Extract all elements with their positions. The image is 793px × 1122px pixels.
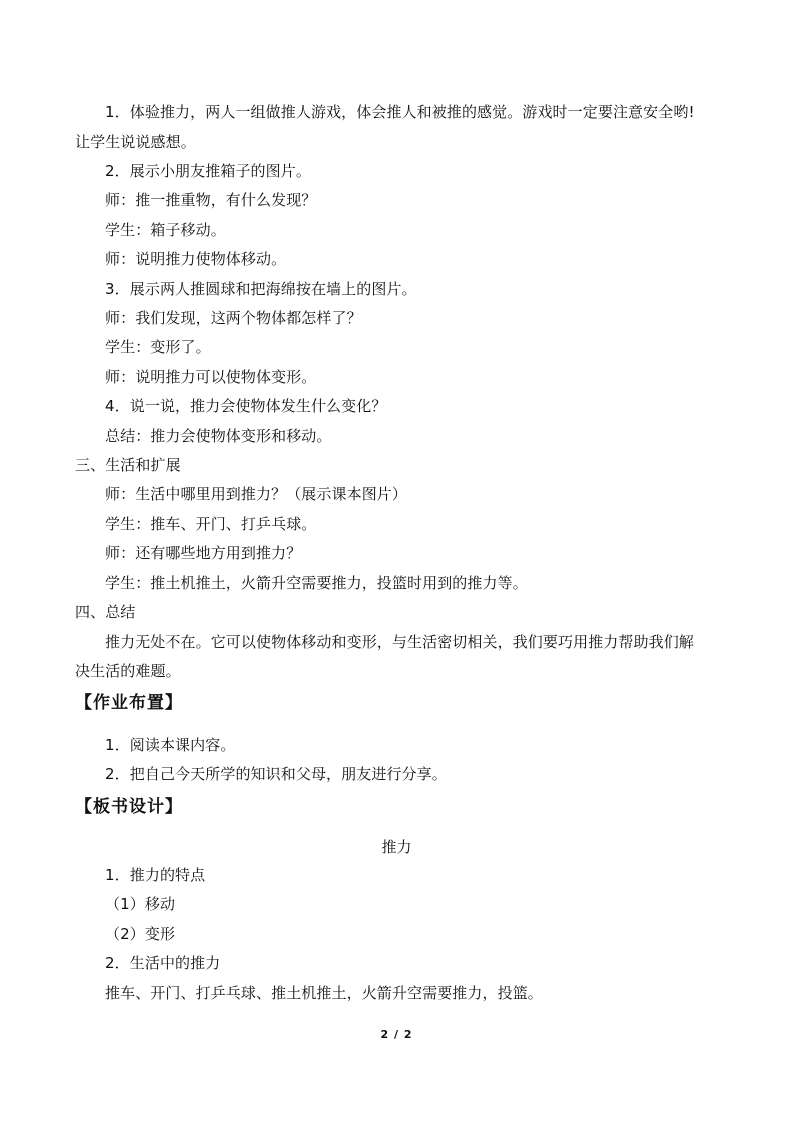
page-number: 2 / 2 bbox=[380, 1028, 413, 1041]
section-heading-3: 三、生活和扩展 bbox=[75, 456, 181, 474]
paragraph-7: 师：我们发现，这两个物体都怎样了？ bbox=[105, 309, 362, 327]
homework-heading: 【作业布置】 bbox=[75, 693, 183, 713]
paragraph-3: 师：推一推重物，有什么发现？ bbox=[105, 191, 317, 209]
section-heading-4: 四、总结 bbox=[75, 603, 136, 621]
paragraph-12: 师：生活中哪里用到推力？（展示课本图片） bbox=[105, 485, 408, 503]
board-line-1: 1．推力的特点 bbox=[105, 866, 206, 884]
board-title: 推力 bbox=[381, 838, 412, 856]
paragraph-10: 4．说一说，推力会使物体发生什么变化？ bbox=[105, 397, 387, 415]
paragraph-8: 学生：变形了。 bbox=[105, 338, 211, 356]
paragraph-11: 总结：推力会使物体变形和移动。 bbox=[105, 427, 332, 445]
paragraph-13: 学生：推车、开门、打乒乓球。 bbox=[105, 515, 317, 533]
paragraph-1-line-1: 1．体验推力，两人一组做推人游戏，体会推人和被推的感觉。游戏时一定要注意安全哟! bbox=[105, 103, 695, 121]
paragraph-5: 师：说明推力使物体移动。 bbox=[105, 250, 287, 268]
board-line-4: 2．生活中的推力 bbox=[105, 954, 221, 972]
paragraph-15: 学生：推土机推土，火箭升空需要推力，投篮时用到的推力等。 bbox=[105, 574, 528, 592]
homework-item-2: 2．把自己今天所学的知识和父母，朋友进行分享。 bbox=[105, 765, 447, 783]
board-line-3: （2）变形 bbox=[105, 925, 176, 943]
paragraph-4: 学生：箱子移动。 bbox=[105, 221, 226, 239]
paragraph-6: 3．展示两人推圆球和把海绵按在墙上的图片。 bbox=[105, 280, 417, 298]
paragraph-2: 2．展示小朋友推箱子的图片。 bbox=[105, 162, 311, 180]
paragraph-14: 师：还有哪些地方用到推力？ bbox=[105, 544, 302, 562]
paragraph-16-line-1: 推力无处不在。它可以使物体移动和变形，与生活密切相关，我们要巧用推力帮助我们解 bbox=[105, 633, 694, 651]
homework-item-1: 1．阅读本课内容。 bbox=[105, 736, 236, 754]
board-line-5: 推车、开门、打乒乓球、推土机推土，火箭升空需要推力，投篮。 bbox=[105, 984, 543, 1002]
board-line-2: （1）移动 bbox=[105, 895, 176, 913]
paragraph-1-line-2: 让学生说说感想。 bbox=[75, 133, 196, 151]
paragraph-9: 师：说明推力可以使物体变形。 bbox=[105, 368, 317, 386]
board-heading: 【板书设计】 bbox=[75, 797, 183, 817]
paragraph-16-line-2: 决生活的难题。 bbox=[75, 662, 181, 680]
